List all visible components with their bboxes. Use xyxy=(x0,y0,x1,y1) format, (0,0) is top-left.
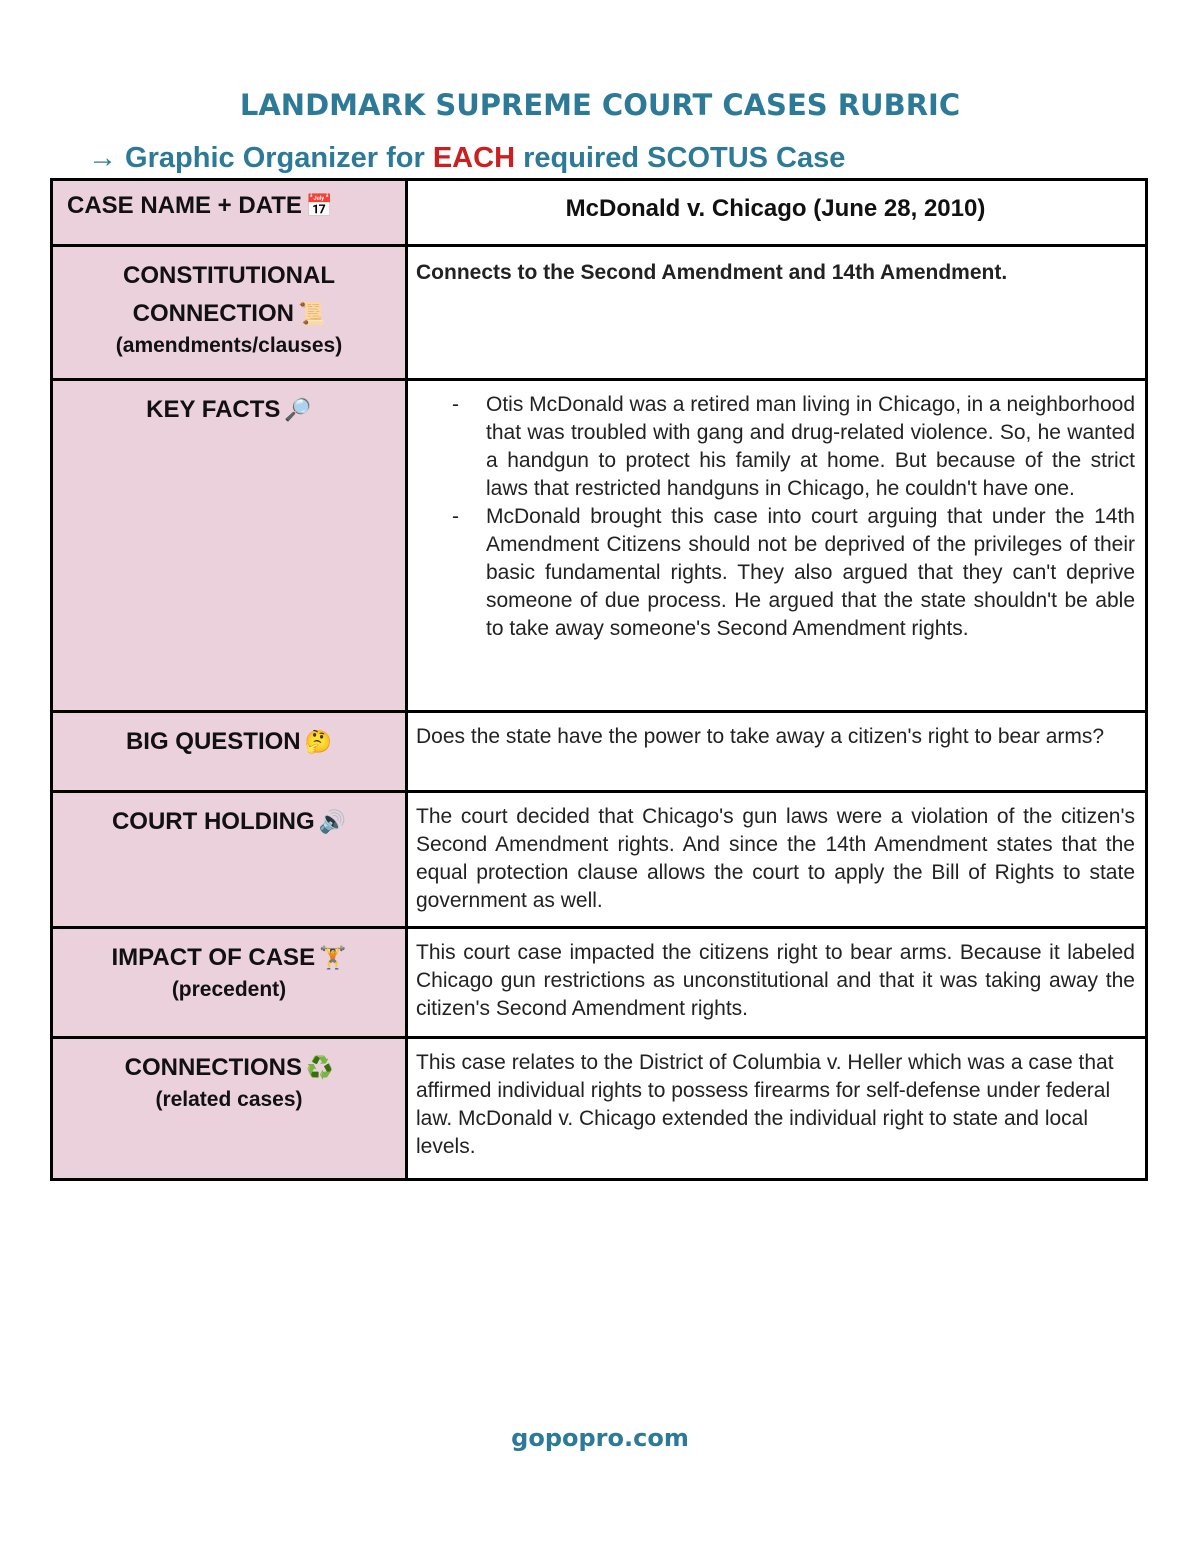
constitutional-label-line2: CONNECTION xyxy=(132,300,294,327)
subtitle-prefix: → Graphic Organizer for xyxy=(88,142,433,174)
big-question-label: BIG QUESTION xyxy=(125,728,301,755)
weightlifter-icon: 🏋 xyxy=(319,945,347,970)
row-big-question xyxy=(52,712,1147,792)
connections-label: CONNECTIONS xyxy=(124,1054,302,1081)
row-constitutional-connection xyxy=(52,246,1147,380)
calendar-icon: 📅 xyxy=(305,193,334,218)
impact-sub: (precedent) xyxy=(171,978,287,1001)
constitutional-sub: (amendments/clauses) xyxy=(115,334,343,357)
label-connections xyxy=(52,1038,407,1180)
recycle-icon: ♻️ xyxy=(305,1055,334,1080)
impact-label: IMPACT OF CASE xyxy=(111,944,316,971)
rubric-table xyxy=(50,178,1148,1181)
label-big-question xyxy=(52,712,407,792)
constitutional-label-line1: CONSTITUTIONAL xyxy=(123,262,335,289)
footer-site: gopopro.com xyxy=(511,1424,689,1452)
row-court-holding xyxy=(52,792,1147,928)
label-constitutional-connection xyxy=(52,246,407,380)
connections-value: This case relates to the District of Columbia v. Heller which was a case that affirmed individual rights to possess firearms for self-defense under federal law. McDonald v. Chicago extended the individual right to state and local levels. xyxy=(407,1038,1147,1180)
page-title: LANDMARK SUPREME COURT CASES RUBRIC xyxy=(239,88,961,122)
label-key-facts xyxy=(52,380,407,712)
subtitle-emphasis: EACH xyxy=(432,142,516,174)
connections-sub: (related cases) xyxy=(155,1088,303,1111)
label-court-holding xyxy=(52,792,407,928)
row-impact xyxy=(52,928,1147,1038)
magnifier-icon: 🔎 xyxy=(284,397,312,422)
subtitle-suffix: required SCOTUS Case xyxy=(515,142,846,174)
key-facts-label: KEY FACTS xyxy=(146,396,281,423)
key-fact-item: - McDonald brought this case into court arguing that under the 14th Amendment Citizens should not be deprived of the privileges of their basic fundamental rights. They also argued that they can't deprive someone of due process. He argued that the state shouldn't be able to take away someone's Second Amendment rights. xyxy=(486,503,1135,643)
row-connections xyxy=(52,1038,1147,1180)
key-facts-list xyxy=(416,391,1135,643)
court-holding-value: The court decided that Chicago's gun laws were a violation of the citizen's Second Amendment rights. And since the 14th Amendment states that the equal protection clause allows the court to apply the Bill of Rights to state government as well. xyxy=(407,792,1147,928)
case-name-label: CASE NAME + DATE xyxy=(67,192,302,219)
label-impact xyxy=(52,928,407,1038)
key-fact-item: - Otis McDonald was a retired man living in Chicago, in a neighborhood that was troubled with gang and drug-related violence. So, he wanted a handgun to protect his family at home. But because of the strict laws that restricted handguns in Chicago, he couldn't have one. xyxy=(486,391,1135,503)
row-case-name xyxy=(52,180,1147,246)
big-question-value: Does the state have the power to take away a citizen's right to bear arms? xyxy=(407,712,1147,792)
court-holding-label: COURT HOLDING xyxy=(111,808,315,835)
key-facts-value xyxy=(407,380,1147,712)
speaker-icon: 🔊 xyxy=(318,809,347,834)
scroll-icon: 📜 xyxy=(297,301,326,326)
thinking-icon: 🤔 xyxy=(304,729,333,754)
impact-value: This court case impacted the citizens right to bear arms. Because it labeled Chicago gun restrictions as unconstitutional and that it was taking away the citizen's Second Amendment rights. xyxy=(407,928,1147,1038)
label-case-name xyxy=(52,180,407,246)
row-key-facts xyxy=(52,380,1147,712)
page-subtitle xyxy=(88,142,845,175)
constitutional-value: Connects to the Second Amendment and 14th Amendment. xyxy=(407,246,1147,380)
case-name-value: McDonald v. Chicago (June 28, 2010) xyxy=(407,180,1147,246)
